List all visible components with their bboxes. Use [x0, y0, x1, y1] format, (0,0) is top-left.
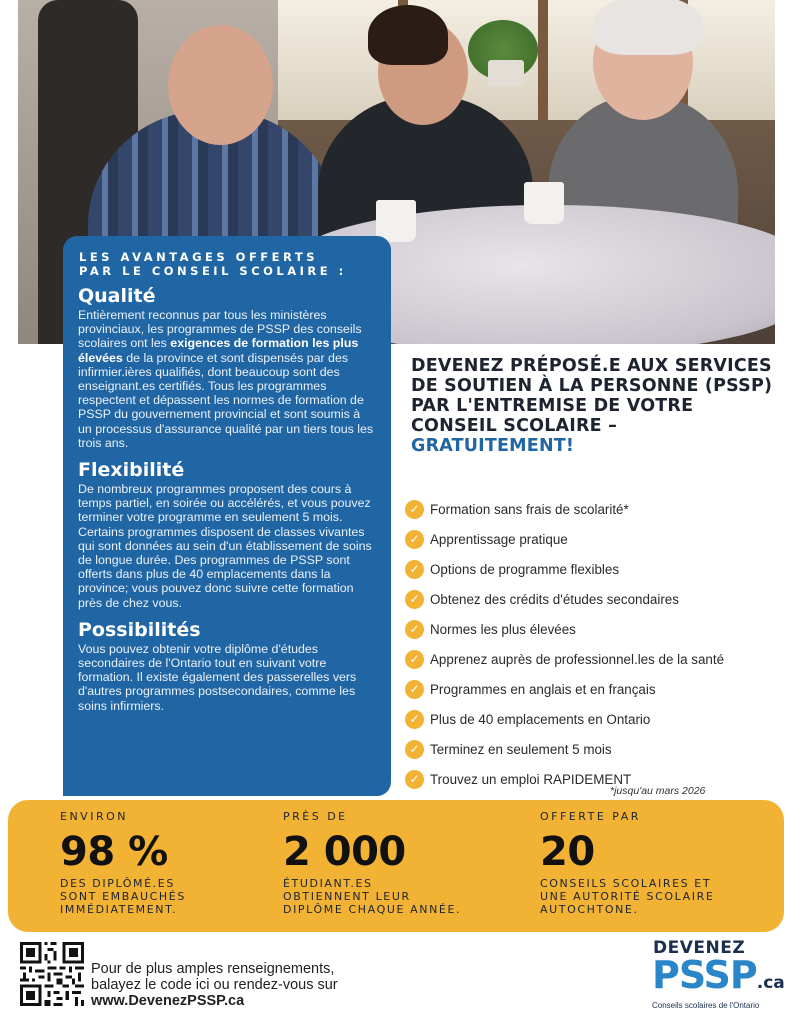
checkmark-icon: ✓	[405, 770, 424, 789]
qr-code-icon[interactable]	[20, 942, 84, 1006]
mug	[376, 200, 416, 242]
website-link[interactable]: www.DevenezPSSP.ca	[91, 993, 245, 1009]
checkmark-icon: ✓	[405, 560, 424, 579]
devenez-pssp-logo: DEVENEZ PSSP.ca Conseils scolaires de l'Ontario	[652, 938, 785, 1010]
section-title-flexibility: Flexibilité	[78, 459, 185, 482]
stat-number: 98 %	[60, 829, 168, 875]
section-text-possibilities: Vous pouvez obtenir votre diplôme d'études secondaires de l'Ontario tout en suivant votre formation. Il existe également des passerelles vers d'autres programmes postsecondaires, comme les soins infirmiers.	[78, 641, 357, 713]
stat-students: PRÈS DE 2 000 ÉTUDIANT.ES OBTIENNENT LEUR DIPLÔME CHAQUE ANNÉE.	[283, 810, 462, 916]
list-item: ✓ Obtenez des crédits d'études secondaires	[405, 584, 785, 614]
section-title-possibilities: Possibilités	[78, 618, 201, 641]
checkmark-icon: ✓	[405, 500, 424, 519]
checkmark-icon: ✓	[405, 620, 424, 639]
footnote: *jusqu'au mars 2026	[610, 785, 706, 797]
stat-number: 2 000	[283, 829, 406, 875]
checkmark-icon: ✓	[405, 650, 424, 669]
list-item: ✓ Trouvez un emploi RAPIDEMENT	[405, 764, 785, 794]
section-title-quality: Qualité	[78, 285, 156, 307]
stat-boards: OFFERTE PAR 20 CONSEILS SCOLAIRES ET UNE AUTORITÉ SCOLAIRE AUTOCHTONE.	[540, 810, 715, 916]
section-text-quality: Entièrement reconnus par tous les ministères provinciaux, les programmes de PSSP des conseils scolaires ont les exigences de formation les plus élevées de la province et sont dispensés par des infirmier.ières qualifiés, dont beaucoup sont des enseignant.es certifiés. Tous les programmes respectent et dépassent les normes de formation de PSSP du gouvernement provincial et sont soumis à un processus d'assurance qualité par un tiers tous les trois ans.	[78, 308, 374, 450]
benefits-panel	[63, 236, 391, 796]
checkmark-icon: ✓	[405, 710, 424, 729]
list-item: ✓ Options de programme flexibles	[405, 554, 785, 584]
list-item: ✓ Terminez en seulement 5 mois	[405, 734, 785, 764]
checkmark-icon: ✓	[405, 530, 424, 549]
stats-band	[8, 800, 784, 932]
list-item: ✓ Plus de 40 emplacements en Ontario	[405, 704, 785, 734]
mug	[524, 182, 564, 224]
list-item: ✓ Apprenez auprès de professionnel.les de la santé	[405, 644, 785, 674]
panel-heading: LES AVANTAGES OFFERTS PAR LE CONSEIL SCOLAIRE :	[79, 250, 347, 278]
stat-number: 20	[540, 829, 595, 875]
benefits-checklist	[405, 494, 785, 794]
checkmark-icon: ✓	[405, 680, 424, 699]
checkmark-icon: ✓	[405, 590, 424, 609]
list-item: ✓ Normes les plus élevées	[405, 614, 785, 644]
section-text-flexibility: De nombreux programmes proposent des cours à temps partiel, en soirée ou accélérés, et vous pouvez terminer votre programme en seulement 5 mois. Certains programmes disposent de classes vivantes qui sont données au sein d'un établissement de soins de longue durée. Des programmes de PSSP sont offerts dans plus de 40 emplacements dans la province; vous pouvez donc suivre cette formation près de chez vous.	[78, 482, 372, 610]
list-item: ✓ Formation sans frais de scolarité*	[405, 494, 785, 524]
main-headline: DEVENEZ PRÉPOSÉ.E AUX SERVICES DE SOUTIEN À LA PERSONNE (PSSP) PAR L'ENTREMISE DE VOTRE CONSEIL SCOLAIRE – GRATUITEMENT!	[411, 356, 773, 456]
footer-info: Pour de plus amples renseignements, balayez le code ici ou rendez-vous sur www.DevenezPSSP.ca	[91, 961, 391, 1009]
headline-accent: GRATUITEMENT!	[411, 436, 575, 456]
checkmark-icon: ✓	[405, 740, 424, 759]
list-item: ✓ Programmes en anglais et en français	[405, 674, 785, 704]
stat-employment: ENVIRON 98 % DES DIPLÔMÉ.ES SONT EMBAUCHÉS IMMÉDIATEMENT.	[60, 810, 186, 916]
list-item: ✓ Apprentissage pratique	[405, 524, 785, 554]
